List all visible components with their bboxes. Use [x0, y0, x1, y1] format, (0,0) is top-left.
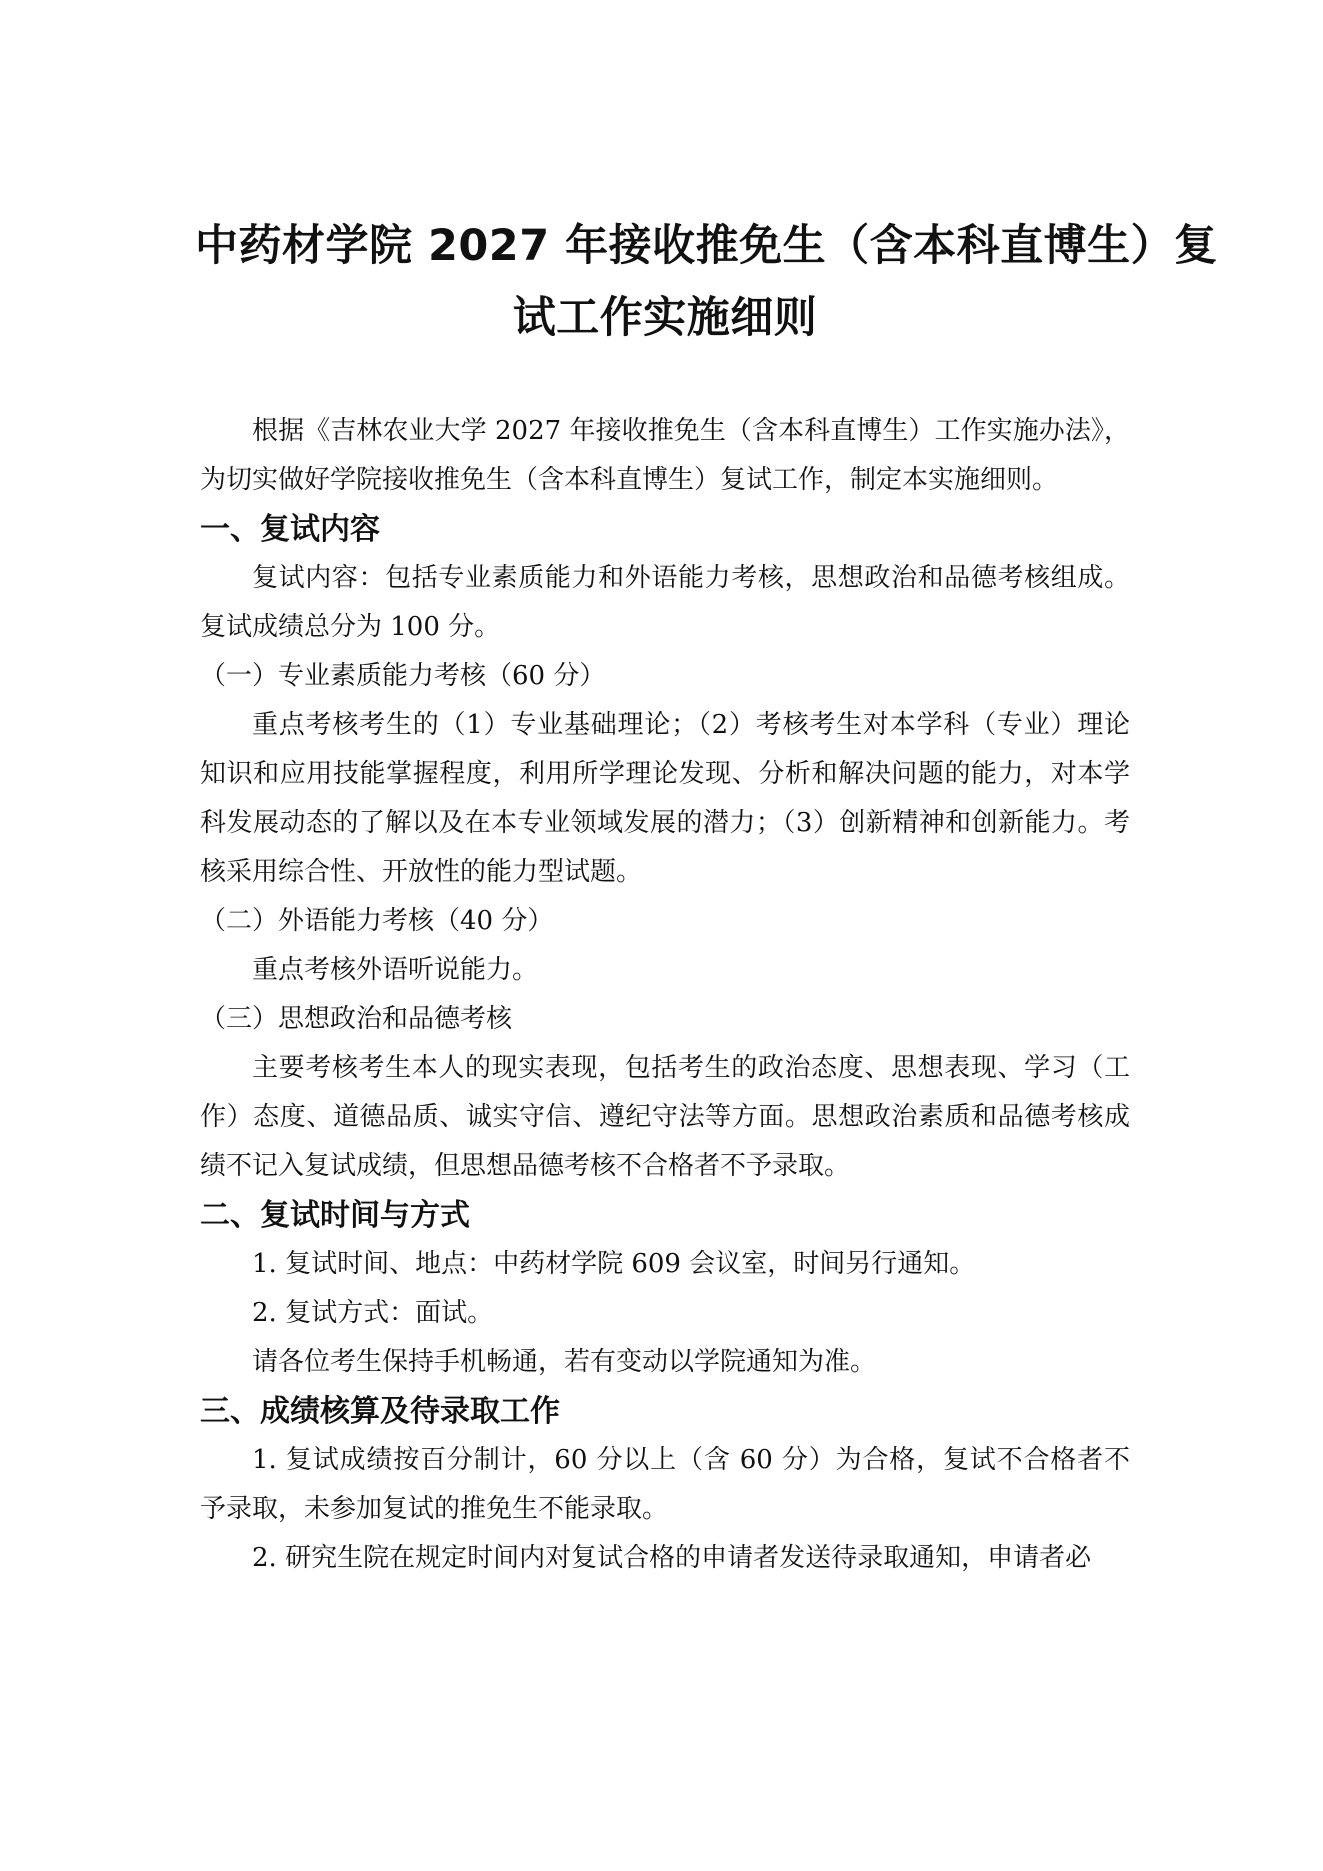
subsection-2-heading: （二）外语能力考核（40 分） — [200, 906, 554, 936]
subsection-3-heading: （三）思想政治和品德考核 — [200, 1004, 513, 1034]
section-2-note: 请各位考生保持手机畅通，若有变动以学院通知为准。 — [252, 1347, 877, 1377]
subsection-3-paragraph: 主要考核考生本人的现实表现，包括考生的政治态度、思想表现、学习（工作）态度、道德品质、诚实守信、遵纪守法等方面。思想政治素质和品德考核成绩不记入复试成绩，但思想品德考核不合格者不予录取。 — [200, 1053, 1130, 1181]
subsection-1-paragraph: 重点考核考生的（1）专业基础理论；（2）考核考生对本学科（专业）理论知识和应用技能掌握程度，利用所学理论发现、分析和解决问题的能力，对本学科发展动态的了解以及在本专业领域发展的潜力；（3）创新精神和创新能力。考核采用综合性、开放性的能力型试题。 — [200, 710, 1130, 887]
section-3-item-2: 2. 研究生院在规定时间内对复试合格的申请者发送待录取通知，申请者必 — [252, 1543, 1092, 1573]
section-3-heading: 三、成绩核算及待录取工作 — [200, 1394, 560, 1429]
document-title — [195, 210, 1218, 354]
section-3-item-1: 1. 复试成绩按百分制计，60 分以上（含 60 分）为合格，复试不合格者不予录取，未参加复试的推免生不能录取。 — [200, 1445, 1130, 1524]
section-1-heading: 一、复试内容 — [200, 512, 380, 547]
section-2-item-2: 2. 复试方式：面试。 — [252, 1298, 494, 1328]
section-2-item-1: 1. 复试时间、地点：中药材学院 609 会议室，时间另行通知。 — [252, 1249, 976, 1279]
intro-paragraph: 根据《吉林农业大学 2027 年接收推免生（含本科直博生）工作实施办法》，为切实做好学院接收推免生（含本科直博生）复试工作，制定本实施细则。 — [200, 416, 1130, 495]
document-body — [200, 407, 1130, 1583]
title-line-1: 中药材学院 2027 年接收推免生（含本科直博生）复 — [195, 221, 1218, 271]
section-2-heading: 二、复试时间与方式 — [200, 1198, 470, 1233]
subsection-2-paragraph: 重点考核外语听说能力。 — [252, 955, 539, 985]
title-line-2: 试工作实施细则 — [512, 293, 818, 343]
section-1-paragraph: 复试内容：包括专业素质能力和外语能力考核，思想政治和品德考核组成。复试成绩总分为 100 分。 — [200, 563, 1130, 642]
subsection-1-heading: （一）专业素质能力考核（60 分） — [200, 661, 606, 691]
